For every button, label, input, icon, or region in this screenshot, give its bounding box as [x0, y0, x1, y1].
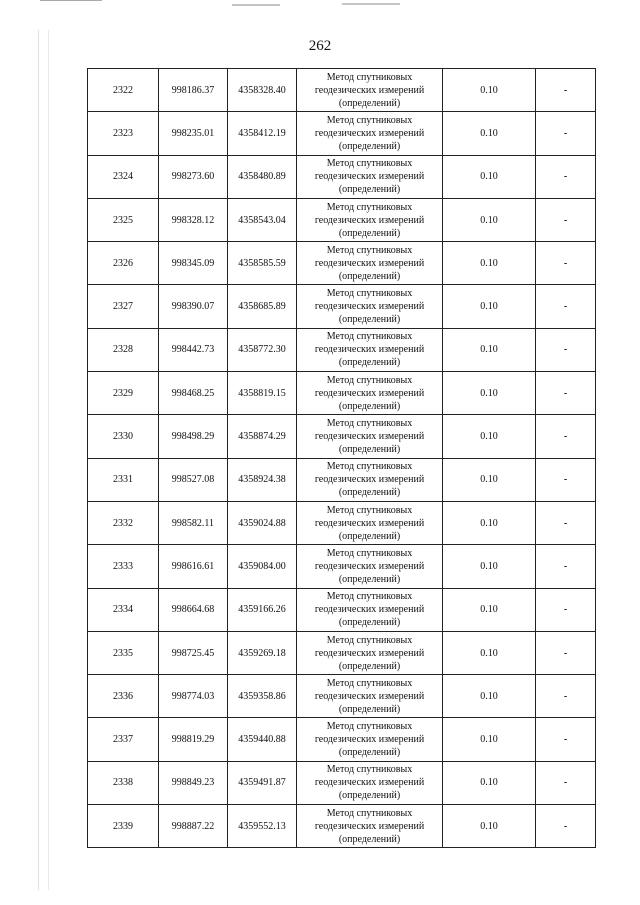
- accuracy-cell: 0.10: [443, 761, 536, 804]
- x-coordinate-cell: 998390.07: [159, 285, 228, 328]
- method-line: геодезических измерений: [314, 560, 425, 572]
- method-line: геодезических измерений: [314, 171, 425, 183]
- method-line: Метод спутниковых: [326, 331, 413, 343]
- table-row: [88, 718, 596, 761]
- method-cell: [297, 675, 443, 718]
- point-number-cell: 2334: [88, 588, 159, 631]
- x-coordinate-cell: 998328.12: [159, 198, 228, 241]
- point-number-cell: 2332: [88, 501, 159, 544]
- description-cell: -: [536, 69, 596, 112]
- method-line: Метод спутниковых: [326, 547, 413, 559]
- x-coordinate-cell: 998235.01: [159, 112, 228, 155]
- method-line: (определений): [338, 314, 401, 326]
- method-line: геодезических измерений: [314, 344, 425, 356]
- x-coordinate-cell: 998582.11: [159, 501, 228, 544]
- point-number-cell: 2324: [88, 155, 159, 198]
- point-number-cell: 2323: [88, 112, 159, 155]
- accuracy-cell: 0.10: [443, 372, 536, 415]
- method-cell: [297, 718, 443, 761]
- method-line: Метод спутниковых: [326, 418, 413, 430]
- method-cell: [297, 545, 443, 588]
- method-line: Метод спутниковых: [326, 374, 413, 386]
- point-number-cell: 2322: [88, 69, 159, 112]
- table-row: [88, 631, 596, 674]
- method-line: Метод спутниковых: [326, 114, 413, 126]
- x-coordinate-cell: 998819.29: [159, 718, 228, 761]
- accuracy-cell: 0.10: [443, 112, 536, 155]
- description-cell: -: [536, 458, 596, 501]
- scan-artifact-top-center: [232, 4, 280, 6]
- method-line: Метод спутниковых: [326, 807, 413, 819]
- point-number-cell: 2339: [88, 805, 159, 848]
- method-line: Метод спутниковых: [326, 158, 413, 170]
- x-coordinate-cell: 998442.73: [159, 328, 228, 371]
- method-line: геодезических измерений: [314, 127, 425, 139]
- table-row: [88, 328, 596, 371]
- method-line: Метод спутниковых: [326, 677, 413, 689]
- method-line: (определений): [338, 227, 401, 239]
- method-line: геодезических измерений: [314, 431, 425, 443]
- table-row: [88, 69, 596, 112]
- point-number-cell: 2328: [88, 328, 159, 371]
- table-row: [88, 242, 596, 285]
- method-line: геодезических измерений: [314, 84, 425, 96]
- y-coordinate-cell: 4358874.29: [228, 415, 297, 458]
- table-row: [88, 675, 596, 718]
- accuracy-cell: 0.10: [443, 328, 536, 371]
- method-line: (определений): [338, 833, 401, 845]
- method-line: геодезических измерений: [314, 690, 425, 702]
- method-line: (определений): [338, 97, 401, 109]
- method-line: геодезических измерений: [314, 820, 425, 832]
- x-coordinate-cell: 998616.61: [159, 545, 228, 588]
- method-cell: [297, 761, 443, 804]
- point-number-cell: 2336: [88, 675, 159, 718]
- point-number-cell: 2338: [88, 761, 159, 804]
- accuracy-cell: 0.10: [443, 198, 536, 241]
- description-cell: -: [536, 328, 596, 371]
- method-cell: [297, 458, 443, 501]
- y-coordinate-cell: 4359024.88: [228, 501, 297, 544]
- x-coordinate-cell: 998887.22: [159, 805, 228, 848]
- method-line: Метод спутниковых: [326, 634, 413, 646]
- y-coordinate-cell: 4359440.88: [228, 718, 297, 761]
- scan-artifact-left-line-2: [48, 30, 49, 890]
- description-cell: -: [536, 588, 596, 631]
- method-line: (определений): [338, 140, 401, 152]
- point-number-cell: 2329: [88, 372, 159, 415]
- method-cell: [297, 588, 443, 631]
- page-number: 262: [308, 38, 332, 54]
- method-line: геодезических измерений: [314, 517, 425, 529]
- y-coordinate-cell: 4358480.89: [228, 155, 297, 198]
- accuracy-cell: 0.10: [443, 155, 536, 198]
- method-line: Метод спутниковых: [326, 504, 413, 516]
- x-coordinate-cell: 998774.03: [159, 675, 228, 718]
- x-coordinate-cell: 998849.23: [159, 761, 228, 804]
- method-line: Метод спутниковых: [326, 244, 413, 256]
- method-cell: [297, 501, 443, 544]
- point-number-cell: 2326: [88, 242, 159, 285]
- description-cell: -: [536, 761, 596, 804]
- point-number-cell: 2335: [88, 631, 159, 674]
- table-row: [88, 415, 596, 458]
- description-cell: -: [536, 242, 596, 285]
- table-row: [88, 545, 596, 588]
- accuracy-cell: 0.10: [443, 501, 536, 544]
- method-line: (определений): [338, 747, 401, 759]
- y-coordinate-cell: 4359084.00: [228, 545, 297, 588]
- y-coordinate-cell: 4359358.86: [228, 675, 297, 718]
- table-row: [88, 501, 596, 544]
- method-line: (определений): [338, 530, 401, 542]
- method-line: Метод спутниковых: [326, 461, 413, 473]
- y-coordinate-cell: 4358924.38: [228, 458, 297, 501]
- description-cell: -: [536, 155, 596, 198]
- y-coordinate-cell: 4358819.15: [228, 372, 297, 415]
- x-coordinate-cell: 998725.45: [159, 631, 228, 674]
- method-line: (определений): [338, 617, 401, 629]
- method-line: (определений): [338, 573, 401, 585]
- description-cell: -: [536, 285, 596, 328]
- description-cell: -: [536, 631, 596, 674]
- table-row: [88, 372, 596, 415]
- method-line: (определений): [338, 444, 401, 456]
- table-row: [88, 155, 596, 198]
- y-coordinate-cell: 4359269.18: [228, 631, 297, 674]
- y-coordinate-cell: 4358543.04: [228, 198, 297, 241]
- method-line: геодезических измерений: [314, 647, 425, 659]
- table-row: [88, 458, 596, 501]
- accuracy-cell: 0.10: [443, 588, 536, 631]
- accuracy-cell: 0.10: [443, 242, 536, 285]
- accuracy-cell: 0.10: [443, 805, 536, 848]
- method-line: (определений): [338, 270, 401, 282]
- method-line: геодезических измерений: [314, 214, 425, 226]
- point-number-cell: 2330: [88, 415, 159, 458]
- point-number-cell: 2327: [88, 285, 159, 328]
- method-cell: [297, 631, 443, 674]
- coordinates-table-body: [88, 69, 596, 848]
- method-cell: [297, 328, 443, 371]
- method-line: геодезических измерений: [314, 301, 425, 313]
- x-coordinate-cell: 998527.08: [159, 458, 228, 501]
- method-line: Метод спутниковых: [326, 591, 413, 603]
- description-cell: -: [536, 805, 596, 848]
- point-number-cell: 2325: [88, 198, 159, 241]
- method-cell: [297, 415, 443, 458]
- y-coordinate-cell: 4358412.19: [228, 112, 297, 155]
- coordinates-table: [87, 68, 596, 848]
- y-coordinate-cell: 4359552.13: [228, 805, 297, 848]
- table-row: [88, 198, 596, 241]
- y-coordinate-cell: 4359491.87: [228, 761, 297, 804]
- method-line: Метод спутниковых: [326, 288, 413, 300]
- table-row: [88, 112, 596, 155]
- method-cell: [297, 198, 443, 241]
- method-cell: [297, 285, 443, 328]
- table-row: [88, 805, 596, 848]
- point-number-cell: 2337: [88, 718, 159, 761]
- x-coordinate-cell: 998345.09: [159, 242, 228, 285]
- description-cell: -: [536, 545, 596, 588]
- method-cell: [297, 155, 443, 198]
- x-coordinate-cell: 998186.37: [159, 69, 228, 112]
- accuracy-cell: 0.10: [443, 69, 536, 112]
- table-row: [88, 761, 596, 804]
- method-line: геодезических измерений: [314, 474, 425, 486]
- method-cell: [297, 242, 443, 285]
- method-cell: [297, 69, 443, 112]
- y-coordinate-cell: 4358772.30: [228, 328, 297, 371]
- point-number-cell: 2331: [88, 458, 159, 501]
- x-coordinate-cell: 998273.60: [159, 155, 228, 198]
- table-row: [88, 285, 596, 328]
- accuracy-cell: 0.10: [443, 285, 536, 328]
- accuracy-cell: 0.10: [443, 631, 536, 674]
- method-line: (определений): [338, 487, 401, 499]
- accuracy-cell: 0.10: [443, 545, 536, 588]
- method-line: (определений): [338, 400, 401, 412]
- y-coordinate-cell: 4358328.40: [228, 69, 297, 112]
- accuracy-cell: 0.10: [443, 718, 536, 761]
- method-line: (определений): [338, 357, 401, 369]
- y-coordinate-cell: 4359166.26: [228, 588, 297, 631]
- scan-artifact-top-right: [342, 3, 400, 5]
- description-cell: -: [536, 718, 596, 761]
- accuracy-cell: 0.10: [443, 458, 536, 501]
- method-line: геодезических измерений: [314, 734, 425, 746]
- method-line: (определений): [338, 660, 401, 672]
- method-line: (определений): [338, 703, 401, 715]
- scan-artifact-top-left: [40, 0, 102, 1]
- point-number-cell: 2333: [88, 545, 159, 588]
- method-line: геодезических измерений: [314, 387, 425, 399]
- method-cell: [297, 112, 443, 155]
- description-cell: -: [536, 372, 596, 415]
- description-cell: -: [536, 415, 596, 458]
- description-cell: -: [536, 675, 596, 718]
- x-coordinate-cell: 998468.25: [159, 372, 228, 415]
- method-line: геодезических измерений: [314, 777, 425, 789]
- method-line: геодезических измерений: [314, 257, 425, 269]
- y-coordinate-cell: 4358685.89: [228, 285, 297, 328]
- scan-artifact-left-line: [38, 30, 39, 890]
- description-cell: -: [536, 501, 596, 544]
- description-cell: -: [536, 112, 596, 155]
- method-line: Метод спутниковых: [326, 201, 413, 213]
- description-cell: -: [536, 198, 596, 241]
- x-coordinate-cell: 998664.68: [159, 588, 228, 631]
- x-coordinate-cell: 998498.29: [159, 415, 228, 458]
- table-row: [88, 588, 596, 631]
- method-line: (определений): [338, 790, 401, 802]
- method-cell: [297, 805, 443, 848]
- accuracy-cell: 0.10: [443, 415, 536, 458]
- method-line: Метод спутниковых: [326, 764, 413, 776]
- y-coordinate-cell: 4358585.59: [228, 242, 297, 285]
- accuracy-cell: 0.10: [443, 675, 536, 718]
- method-line: Метод спутниковых: [326, 721, 413, 733]
- method-line: Метод спутниковых: [326, 71, 413, 83]
- method-line: геодезических измерений: [314, 604, 425, 616]
- method-cell: [297, 372, 443, 415]
- method-line: (определений): [338, 184, 401, 196]
